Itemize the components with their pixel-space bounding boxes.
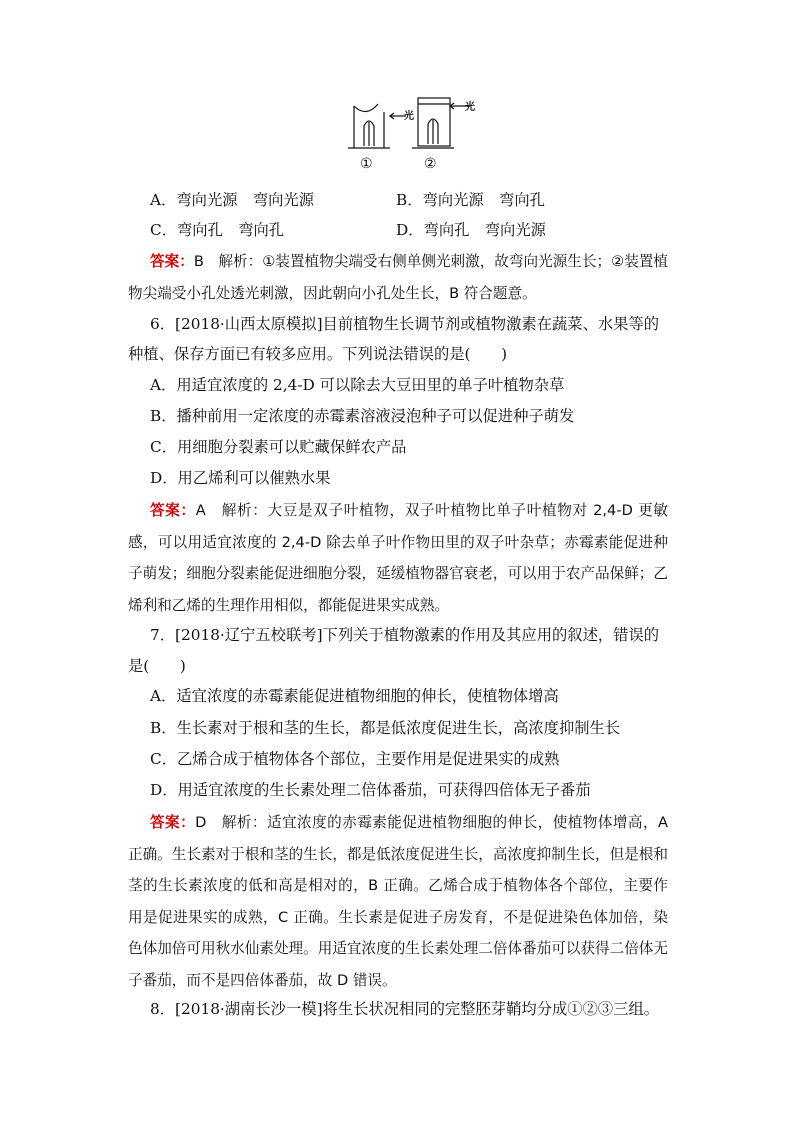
- q7-option-b: B．生长素对于根和茎的生长，都是低浓度促进生长，高浓度抑制生长: [150, 719, 621, 737]
- answer-label: 答案：: [150, 502, 196, 519]
- q6-stem-line2: 种植、保存方面已有较多应用。下列说法错误的是( ): [128, 345, 508, 363]
- analysis-text: 解析：①装置植物尖端受右侧单侧光刺激，故弯向光源生长；②装置植物尖端受小孔处透光刺激，因此朝向小孔处生长，B 符合题意。: [128, 253, 668, 302]
- q7-stem-line1: 7．[2018·辽宁五校联考]下列关于植物激素的作用及其应用的叙述，错误的: [150, 626, 660, 644]
- q6-answer: [128, 495, 668, 621]
- answer-letter: A: [195, 502, 206, 519]
- light-label-2: 光: [465, 102, 475, 113]
- q5-option-c: C．弯向孔 弯向孔: [150, 221, 285, 239]
- analysis-text: 解析：适宜浓度的赤霉素能促进植物细胞的伸长，使植物体增高，A 正确。生长素对于根和茎的生长，都是低浓度促进生长，高浓度抑制生长，但是根和茎的生长素浓度的低和高是相对的，B 正确。乙烯合成于植物体各个部位，主要作用是促进果实的成熟，C 正确。生长素是促进子房发育，不是促进染色体加倍，染色体加倍可用秋水仙素处理。用适宜浓度的生长素处理二倍体番茄可以获得二倍体无子番茄，而不是四倍体番茄，故 D 错误。: [128, 814, 668, 989]
- q6-stem-line1: 6．[2018·山西太原模拟]目前植物生长调节剂或植物激素在蔬菜、水果等的: [150, 315, 660, 333]
- figure-caption-2: ②: [424, 156, 437, 172]
- answer-label: 答案：: [150, 253, 194, 270]
- q7-stem-line2: 是( ): [128, 657, 186, 675]
- answer-letter: D: [195, 814, 207, 831]
- answer-letter: B: [193, 253, 204, 270]
- q5-option-b: B．弯向光源 弯向孔: [396, 191, 545, 209]
- q5-option-d: D．弯向孔 弯向光源: [396, 221, 546, 239]
- q7-option-d: D．用适宜浓度的生长素处理二倍体番茄，可获得四倍体无子番茄: [150, 781, 591, 799]
- q6-option-d: D．用乙烯利可以催熟水果: [150, 469, 331, 487]
- q7-option-c: C．乙烯合成于植物体各个部位，主要作用是促进果实的成熟: [150, 750, 560, 768]
- q6-option-b: B．播种前用一定浓度的赤霉素溶液浸泡种子可以促进种子萌发: [150, 407, 575, 425]
- q7-option-a: A．适宜浓度的赤霉素能促进植物细胞的伸长，使植物体增高: [150, 687, 559, 705]
- analysis-text: 解析：大豆是双子叶植物，双子叶植物比单子叶植物对 2,4-D 更敏感，可以用适宜浓度的 2,4-D 除去单子叶作物田里的双子叶杂草；赤霉素能促进种子萌发；细胞分裂素能促进细胞分裂，延缓植物器官衰老，可以用于农产品保鲜；乙烯利和乙烯的生理作用相似，都能促进果实成熟。: [128, 502, 668, 614]
- q7-answer: [128, 807, 668, 996]
- q5-answer: [128, 246, 668, 309]
- q8-stem-line1: 8．[2018·湖南长沙一模]将生长状况相同的完整胚芽鞘均分成①②③三组。: [150, 1000, 660, 1018]
- answer-label: 答案：: [150, 814, 196, 831]
- q5-option-a: A．弯向光源 弯向光源: [150, 191, 315, 209]
- light-label-1: 光: [404, 111, 414, 122]
- q6-option-c: C．用细胞分裂素可以贮藏保鲜农产品: [150, 438, 407, 456]
- phototropism-figure: [346, 92, 476, 182]
- figure-caption-1: ①: [360, 156, 373, 172]
- q6-option-a: A．用适宜浓度的 2,4-D 可以除去大豆田里的单子叶植物杂草: [150, 376, 565, 394]
